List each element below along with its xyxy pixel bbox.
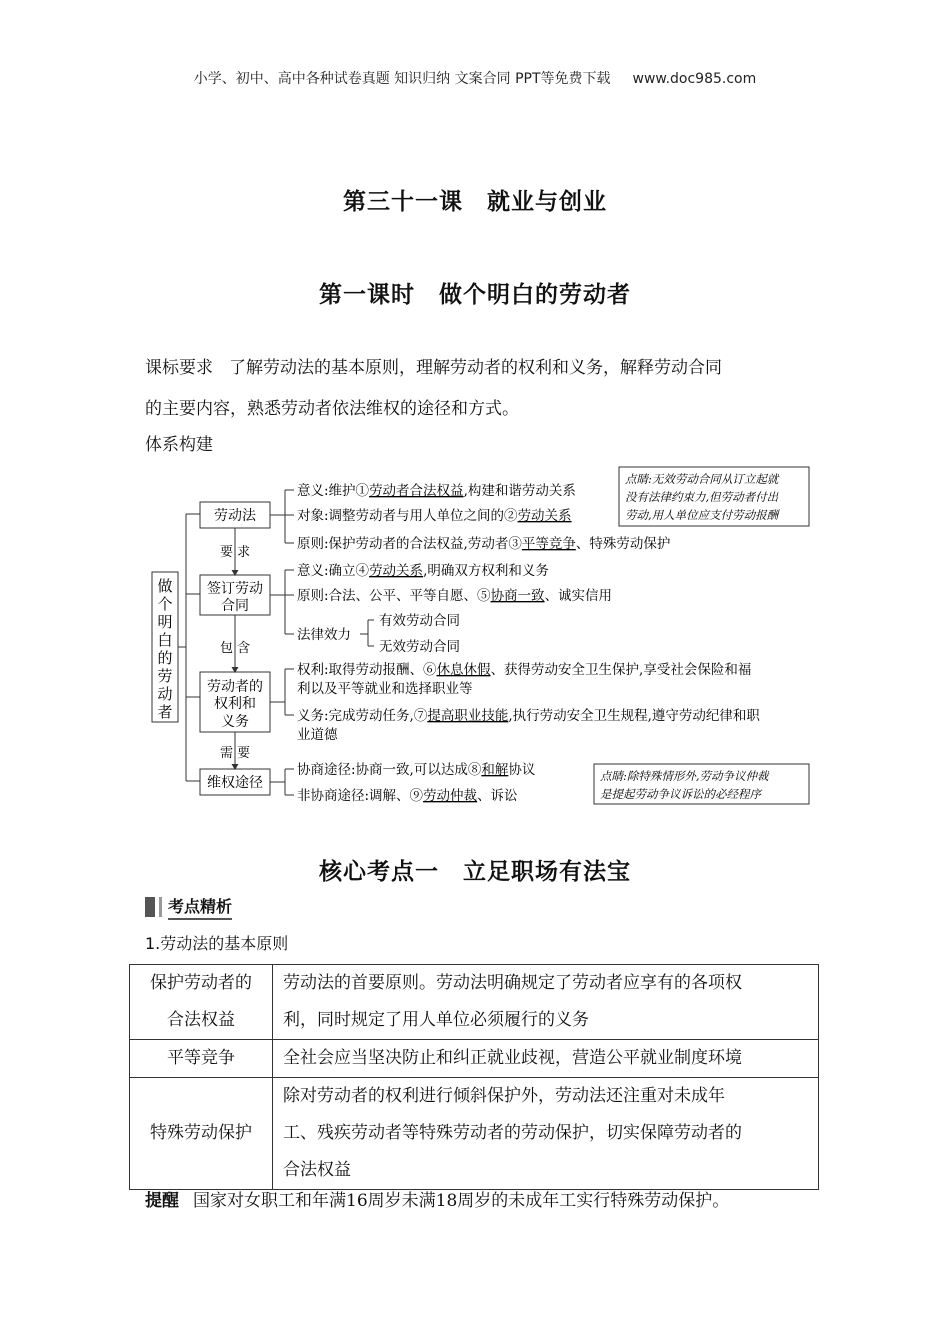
table-row <box>130 965 819 1040</box>
period-title: 第一课时 做个明白的劳动者 <box>319 282 631 308</box>
section-badge <box>145 896 232 918</box>
table-key: 平等竞争 <box>130 1040 273 1078</box>
rights-label-3: 义务 <box>221 714 249 730</box>
note2-line: 是提起劳动争议诉讼的必经程序 <box>600 787 761 801</box>
header-url[interactable]: www.doc985.com <box>632 71 757 87</box>
sub-title: 1.劳动法的基本原则 <box>145 934 289 953</box>
reminder-text: 国家对女职工和年满16周岁未满18周岁的未成年工实行特殊劳动保护。 <box>193 1191 730 1211</box>
header-text: 小学、初中、高中各种试卷真题 知识归纳 文案合同 PPT等免费下载 <box>193 71 611 87</box>
badge-bar-icon <box>145 897 155 917</box>
protect-nego: 协商途径:协商一致,可以达成⑧和解协议 <box>297 762 536 778</box>
table-key: 特殊劳动保护 <box>130 1078 273 1190</box>
protect-nonnego: 非协商途径:调解、⑨劳动仲裁、诉讼 <box>297 788 518 804</box>
table-value-line: 工、残疾劳动者等特殊劳动者的劳动保护，切实保障劳动者的 <box>283 1123 742 1143</box>
rights-right: 权利:取得劳动报酬、⑥休息休假、获得劳动安全卫生保护,享受社会保险和福 <box>297 662 752 678</box>
note1-line: 劳动,用人单位应支付劳动报酬 <box>625 508 779 522</box>
table-value <box>273 965 819 1040</box>
reminder <box>145 1186 729 1211</box>
law-label: 劳动法 <box>214 508 256 524</box>
standard-text-1: 了解劳动法的基本原则，理解劳动者的权利和义务，解释劳动合同 <box>229 358 722 378</box>
table-value: 全社会应当坚决防止和纠正就业歧视，营造公平就业制度环境 <box>273 1040 819 1078</box>
contract-label-1: 签订劳动 <box>207 581 263 597</box>
standard-line-1 <box>145 349 810 387</box>
principles-table <box>129 964 819 1190</box>
standard-label: 课标要求 <box>145 358 213 378</box>
rights-duty: 义务:完成劳动任务,⑦提高职业技能,执行劳动安全卫生规程,遵守劳动纪律和职 <box>297 708 760 724</box>
contract-invalid: 无效劳动合同 <box>379 639 460 655</box>
table-value <box>273 1078 819 1190</box>
system-label: 体系构建 <box>145 435 213 455</box>
table-key-line: 保护劳动者的 <box>150 973 252 993</box>
root-char: 劳 <box>157 667 173 685</box>
table-value-line: 合法权益 <box>283 1160 351 1180</box>
core-title: 核心考点一 立足职场有法宝 <box>319 859 631 885</box>
connector-xuyao: 需 要 <box>220 746 251 761</box>
root-char: 动 <box>157 685 173 703</box>
reminder-label: 提醒 <box>145 1191 179 1211</box>
page-header <box>0 68 950 88</box>
concept-map <box>148 462 813 807</box>
table-key-line: 合法权益 <box>167 1010 235 1030</box>
root-char: 明 <box>157 613 173 631</box>
law-meaning: 意义:维护①劳动者合法权益,构建和谐劳动关系 <box>297 483 576 499</box>
law-principle: 原则:保护劳动者的合法权益,劳动者③平等竞争、特殊劳动保护 <box>297 536 671 552</box>
lesson-title: 第三十一课 就业与创业 <box>343 189 607 215</box>
table-key <box>130 965 273 1040</box>
note2-line: 点睛:除特殊情形外,劳动争议仲裁 <box>600 769 769 783</box>
root-char: 个 <box>157 595 173 613</box>
root-char: 做 <box>157 577 173 595</box>
table-row <box>130 1040 819 1078</box>
root-char: 白 <box>157 631 173 649</box>
table-value-line: 劳动法的首要原则。劳动法明确规定了劳动者应享有的各项权 <box>283 973 742 993</box>
contract-effect: 法律效力 <box>297 627 351 643</box>
contract-principle: 原则:合法、公平、平等自愿、⑤协商一致、诚实信用 <box>297 588 613 604</box>
law-object: 对象:调整劳动者与用人单位之间的②劳动关系 <box>297 508 572 524</box>
table-value-line: 利，同时规定了用人单位必须履行的义务 <box>283 1010 589 1030</box>
root-char: 者 <box>157 703 173 721</box>
rights-label-1: 劳动者的 <box>207 679 263 695</box>
badge-text: 考点精析 <box>168 894 232 920</box>
contract-label-2: 合同 <box>221 598 249 614</box>
badge-bar-thin-icon <box>159 897 162 917</box>
rights-right-2: 利以及平等就业和选择职业等 <box>297 681 473 697</box>
contract-valid: 有效劳动合同 <box>379 613 460 629</box>
standard-line-2: 的主要内容，熟悉劳动者依法维权的途径和方式。 <box>145 399 519 419</box>
rights-duty-2: 业道德 <box>297 727 338 743</box>
root-char: 的 <box>157 649 173 667</box>
protect-label: 维权途径 <box>207 775 263 791</box>
contract-meaning: 意义:确立④劳动关系,明确双方权利和义务 <box>297 563 549 579</box>
rights-label-2: 权利和 <box>214 696 256 712</box>
connector-baohan: 包 含 <box>220 641 251 656</box>
note1-line: 没有法律约束力,但劳动者付出 <box>625 490 779 504</box>
note1-line: 点睛:无效劳动合同从订立起就 <box>625 472 779 486</box>
table-value-line: 除对劳动者的权利进行倾斜保护外，劳动法还注重对未成年 <box>283 1086 725 1106</box>
table-row <box>130 1078 819 1190</box>
connector-yaoqiu: 要 求 <box>220 545 251 560</box>
